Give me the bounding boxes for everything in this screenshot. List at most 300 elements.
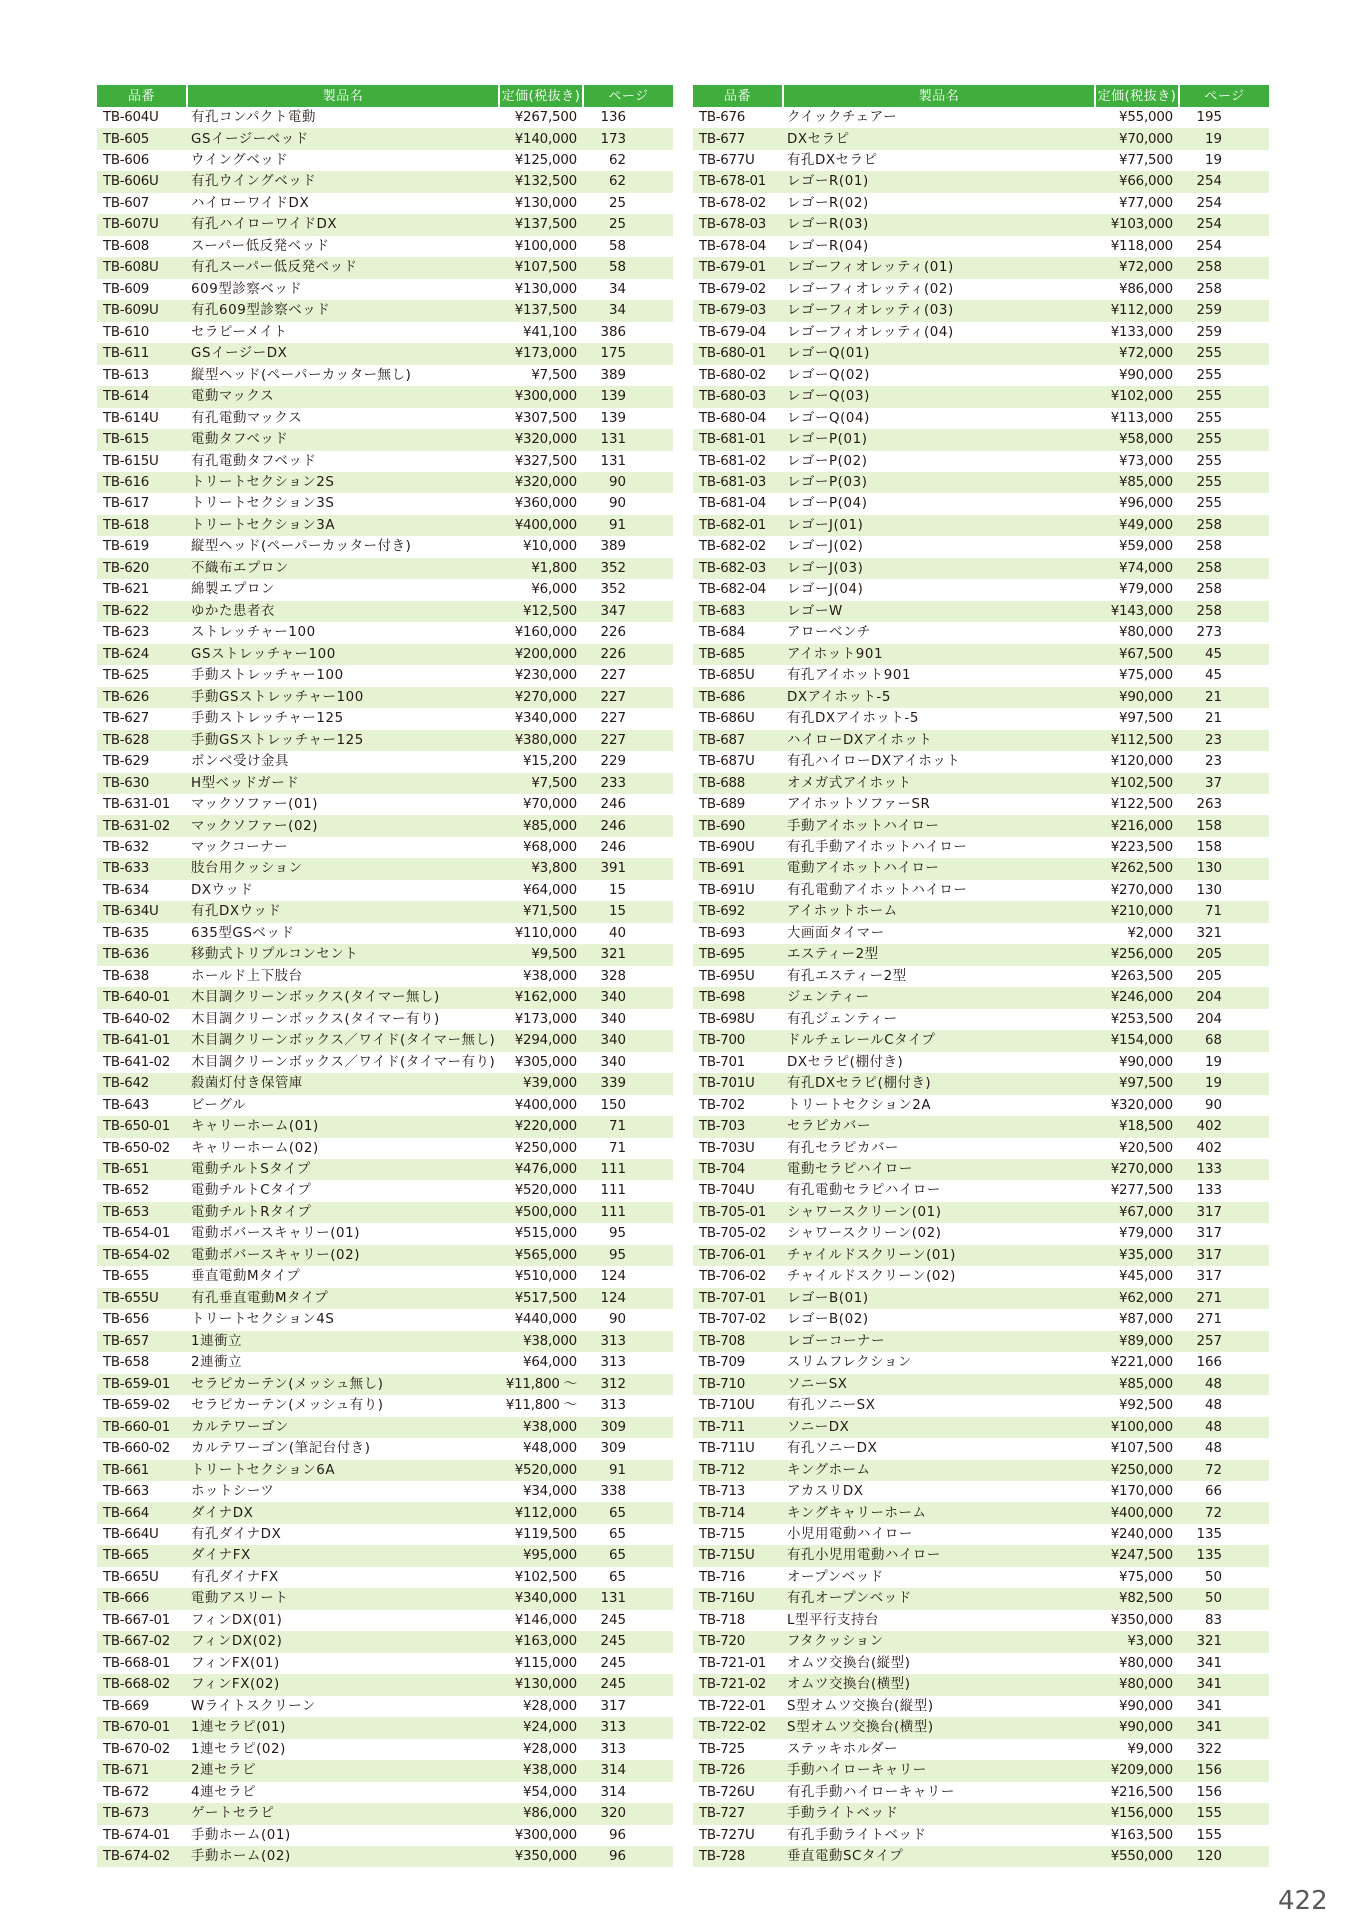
- page-ref: 255: [1196, 453, 1222, 469]
- product-name: 有孔電動マックス: [191, 410, 303, 426]
- page-ref: 62: [583, 171, 673, 192]
- price: ¥82,500: [1095, 1588, 1179, 1609]
- product-name: シャワースクリーン(01): [783, 1202, 1095, 1223]
- price: ¥90,000: [1119, 1054, 1173, 1070]
- product-name: 有孔ソニーSX: [787, 1398, 876, 1414]
- page-ref: 91: [583, 1460, 673, 1481]
- product-name: 大画面タイマー: [787, 925, 885, 941]
- page-ref: 314: [583, 1760, 673, 1781]
- price: ¥67,500: [1095, 644, 1179, 665]
- table-row: [693, 1760, 1269, 1781]
- page-ref: 139: [583, 386, 673, 407]
- price: ¥137,500: [499, 300, 583, 321]
- table-row: [97, 107, 673, 128]
- page-ref: 71: [583, 1116, 673, 1137]
- product-code: TB-683: [693, 601, 783, 622]
- product-name: 有孔609型診察ベッド: [187, 300, 499, 321]
- price: ¥12,500: [499, 601, 583, 622]
- product-name: 有孔ハイローワイドDX: [187, 214, 499, 235]
- page-ref: 204: [1196, 1011, 1222, 1027]
- table-row: [97, 708, 673, 729]
- product-code: TB-695U: [699, 968, 755, 984]
- product-name: 縦型ヘッド(ペーパーカッター付き): [191, 539, 412, 555]
- product-name: カルテワーゴン(筆記台付き): [191, 1441, 371, 1457]
- table-row: [693, 1309, 1269, 1330]
- product-code: TB-654-02: [97, 1245, 187, 1266]
- price: ¥216,000: [1095, 815, 1179, 836]
- product-name: 電動アイホットハイロー: [783, 858, 1095, 879]
- price: ¥515,000: [514, 1226, 577, 1242]
- product-name: レゴーB(01): [783, 1288, 1095, 1309]
- page-ref: 19: [1204, 152, 1222, 168]
- product-name: スリムフレクション: [787, 1355, 912, 1371]
- price: ¥115,000: [514, 1655, 577, 1671]
- product-name: ソニーDX: [783, 1417, 1095, 1438]
- price: ¥15,200: [523, 754, 577, 770]
- page-ref: 227: [583, 687, 673, 708]
- product-name: レゴーフィオレッティ(04): [787, 324, 954, 340]
- price: ¥350,000: [1110, 1612, 1173, 1628]
- product-code: TB-700: [693, 1030, 783, 1051]
- page-ref: 131: [600, 453, 626, 469]
- page-ref: 341: [1179, 1674, 1269, 1695]
- page-ref: 245: [583, 1631, 673, 1652]
- product-code: TB-615: [97, 429, 187, 450]
- product-name: ストレッチャー100: [191, 625, 316, 641]
- product-price-table-left: [97, 85, 673, 1867]
- table-row: [97, 815, 673, 836]
- product-code: TB-641-02: [103, 1054, 170, 1070]
- product-name: 手動ホーム(01): [191, 1827, 291, 1843]
- product-name: 有孔手動アイホットハイロー: [787, 839, 968, 855]
- header-product-code: 品番: [97, 85, 187, 107]
- product-code: TB-665: [97, 1545, 187, 1566]
- table-row: [693, 1073, 1269, 1094]
- page-ref: 155: [1179, 1803, 1269, 1824]
- product-name: ドルチェレールCタイプ: [783, 1030, 1095, 1051]
- product-code: TB-703: [693, 1116, 783, 1137]
- table-row: [97, 730, 673, 751]
- product-name: 垂直電動Mタイプ: [191, 1269, 301, 1285]
- price: ¥173,000: [514, 1011, 577, 1027]
- price: ¥154,000: [1095, 1030, 1179, 1051]
- table-row: [693, 1395, 1269, 1416]
- table-row: [693, 1545, 1269, 1566]
- price: ¥300,000: [514, 1827, 577, 1843]
- product-name: 有孔ダイナFX: [191, 1569, 279, 1585]
- price: ¥10,000: [523, 539, 577, 555]
- product-name: フタクッション: [783, 1631, 1095, 1652]
- page-ref: 245: [583, 1674, 673, 1695]
- table-row: [693, 1030, 1269, 1051]
- product-name: レゴーR(04): [787, 238, 869, 254]
- page-ref: 96: [608, 1827, 626, 1843]
- page-ref: 25: [583, 214, 673, 235]
- product-code: TB-704U: [699, 1183, 755, 1199]
- product-code: TB-611: [97, 343, 187, 364]
- product-name: カルテワーゴン: [187, 1417, 499, 1438]
- table-row: [97, 343, 673, 364]
- product-name: 有孔アイホット901: [787, 668, 912, 684]
- price: ¥97,500: [1095, 1073, 1179, 1094]
- price: ¥253,500: [1110, 1011, 1173, 1027]
- table-row: [693, 901, 1269, 922]
- price: ¥140,000: [499, 128, 583, 149]
- product-price-table-right: [693, 85, 1269, 1867]
- table-row: [693, 1460, 1269, 1481]
- price: ¥400,000: [514, 1097, 577, 1113]
- product-name: 移動式トリプルコンセント: [187, 944, 499, 965]
- table-row: [97, 944, 673, 965]
- price: ¥70,000: [1095, 128, 1179, 149]
- product-code: TB-677U: [699, 152, 755, 168]
- product-name: 電動ボバースキャリー(02): [187, 1245, 499, 1266]
- table-row: [693, 1696, 1269, 1717]
- product-name: チャイルドスクリーン(02): [787, 1269, 956, 1285]
- page-ref: 226: [600, 625, 626, 641]
- table-row: [97, 472, 673, 493]
- table-row: [97, 128, 673, 149]
- table-row: [693, 300, 1269, 321]
- product-name: ホットシーツ: [191, 1484, 275, 1500]
- product-name: レゴーW: [783, 601, 1095, 622]
- table-row: [693, 472, 1269, 493]
- price: ¥62,000: [1095, 1288, 1179, 1309]
- price: ¥307,500: [514, 410, 577, 426]
- product-name: 電動タフベッド: [187, 429, 499, 450]
- page-ref: 254: [1179, 214, 1269, 235]
- product-code: TB-613: [103, 367, 149, 383]
- price: ¥102,500: [1095, 773, 1179, 794]
- product-code: TB-681-03: [693, 472, 783, 493]
- product-code: TB-631-01: [103, 797, 170, 813]
- page-ref: 258: [1179, 515, 1269, 536]
- page-ref: 340: [600, 1011, 626, 1027]
- table-row: [693, 579, 1269, 600]
- price: ¥340,000: [499, 1588, 583, 1609]
- price: ¥262,500: [1095, 858, 1179, 879]
- product-name: H型ベッドガード: [187, 773, 499, 794]
- table-row: [693, 923, 1269, 944]
- table-row: [97, 1202, 673, 1223]
- page-ref: 313: [600, 1741, 626, 1757]
- page-ref: 130: [1179, 858, 1269, 879]
- page-ref: 322: [1196, 1741, 1222, 1757]
- product-code: TB-651: [97, 1159, 187, 1180]
- price: ¥305,000: [514, 1054, 577, 1070]
- page-ref: 254: [1179, 171, 1269, 192]
- product-name: 有孔電動セラピハイロー: [787, 1183, 941, 1199]
- table-row: [693, 408, 1269, 429]
- product-name: キングキャリーホーム: [783, 1502, 1095, 1523]
- table-row: [97, 1116, 673, 1137]
- product-code: TB-684: [699, 625, 745, 641]
- price: ¥39,000: [499, 1073, 583, 1094]
- product-name: GSイージーベッド: [187, 128, 499, 149]
- product-code: TB-656: [103, 1312, 149, 1328]
- table-row: [97, 1825, 673, 1846]
- product-code: TB-653: [97, 1202, 187, 1223]
- product-code: TB-635: [103, 925, 149, 941]
- page-ref: 23: [1204, 754, 1222, 770]
- page-ref: 317: [600, 1698, 626, 1714]
- price: ¥107,500: [499, 257, 583, 278]
- price: ¥75,000: [1119, 668, 1173, 684]
- product-code: TB-655: [103, 1269, 149, 1285]
- product-code: TB-678-04: [699, 238, 766, 254]
- product-name: 電動チルトSタイプ: [187, 1159, 499, 1180]
- page-ref: 111: [583, 1202, 673, 1223]
- page-ref: 158: [1196, 839, 1222, 855]
- product-code: TB-682-03: [693, 558, 783, 579]
- header-product-code: 品番: [693, 85, 783, 107]
- product-code: TB-668-01: [103, 1655, 170, 1671]
- product-code: TB-687: [693, 730, 783, 751]
- product-code: TB-690: [693, 815, 783, 836]
- product-name: アイホットソファーSR: [787, 797, 931, 813]
- page-ref: 313: [600, 1355, 626, 1371]
- product-code: TB-707-02: [699, 1312, 766, 1328]
- page-ref: 341: [1179, 1717, 1269, 1738]
- product-code: TB-626: [97, 687, 187, 708]
- price: ¥112,000: [499, 1502, 583, 1523]
- price: ¥270,000: [1110, 882, 1173, 898]
- table-row: [97, 901, 673, 922]
- page-ref: 34: [583, 300, 673, 321]
- page-ref: 65: [583, 1502, 673, 1523]
- table-row: [693, 1524, 1269, 1545]
- price: ¥97,500: [1119, 711, 1173, 727]
- table-row: [693, 257, 1269, 278]
- table-row: [97, 687, 673, 708]
- table-row: [97, 1782, 673, 1803]
- product-name: レゴーフィオレッティ(02): [787, 281, 954, 297]
- product-name: 有孔ハイローDXアイホット: [787, 754, 961, 770]
- product-code: TB-634: [103, 882, 149, 898]
- price: ¥350,000: [499, 1846, 583, 1867]
- product-code: TB-690U: [699, 839, 755, 855]
- product-code: TB-726: [693, 1760, 783, 1781]
- product-name: オメガ式アイホット: [783, 773, 1095, 794]
- page-ref: 255: [1196, 496, 1222, 512]
- product-name: トリートセクション2A: [787, 1097, 932, 1113]
- page-ref: 317: [1179, 1202, 1269, 1223]
- page-ref: 83: [1204, 1612, 1222, 1628]
- table-row: [693, 279, 1269, 300]
- table-row: [97, 1309, 673, 1330]
- product-name: シャワースクリーン(02): [787, 1226, 942, 1242]
- price: ¥6,000: [531, 582, 577, 598]
- table-row: [97, 1245, 673, 1266]
- page-ref: 341: [1196, 1698, 1222, 1714]
- product-code: TB-705-01: [693, 1202, 783, 1223]
- table-row: [693, 1674, 1269, 1695]
- product-code: TB-691: [693, 858, 783, 879]
- table-row: [97, 1138, 673, 1159]
- product-code: TB-659-01: [97, 1374, 187, 1395]
- price: ¥38,000: [499, 1417, 583, 1438]
- product-code: TB-628: [97, 730, 187, 751]
- product-name: 有孔DXウッド: [187, 901, 499, 922]
- table-row: [97, 773, 673, 794]
- table-row: [97, 150, 673, 171]
- table-row: [693, 343, 1269, 364]
- table-row: [97, 1502, 673, 1523]
- product-code: TB-711: [693, 1417, 783, 1438]
- table-row: [97, 1696, 673, 1717]
- table-row: [693, 1846, 1269, 1867]
- table-row: [693, 236, 1269, 257]
- product-code: TB-614U: [103, 410, 159, 426]
- product-name: 殺菌灯付き保管庫: [187, 1073, 499, 1094]
- price: ¥48,000: [523, 1441, 577, 1457]
- product-name: レゴーJ(02): [787, 539, 864, 555]
- table-row: [97, 1331, 673, 1352]
- product-code: TB-715U: [693, 1545, 783, 1566]
- page-ref: 135: [1196, 1526, 1222, 1542]
- table-row: [97, 987, 673, 1008]
- product-name: フィンFX(02): [187, 1674, 499, 1695]
- product-code: TB-698U: [699, 1011, 755, 1027]
- price: ¥107,500: [1110, 1441, 1173, 1457]
- product-name: 電動チルトCタイプ: [191, 1183, 312, 1199]
- product-name: レゴーQ(03): [783, 386, 1095, 407]
- product-code: TB-701U: [693, 1073, 783, 1094]
- page-ref: 90: [608, 496, 626, 512]
- price: ¥146,000: [514, 1612, 577, 1628]
- price: ¥565,000: [499, 1245, 583, 1266]
- table-row: [693, 214, 1269, 235]
- price: ¥20,500: [1119, 1140, 1173, 1156]
- page-ref: 227: [583, 730, 673, 751]
- table-row: [97, 644, 673, 665]
- table-row: [693, 1588, 1269, 1609]
- price: ¥90,000: [1095, 1717, 1179, 1738]
- table-row: [693, 386, 1269, 407]
- page-ref: 40: [608, 925, 626, 941]
- price: ¥9,500: [499, 944, 583, 965]
- product-code: TB-678-03: [693, 214, 783, 235]
- price: ¥7,500: [531, 367, 577, 383]
- page-ref: 68: [1179, 1030, 1269, 1051]
- table-row: [97, 1052, 673, 1073]
- page-ref: 133: [1196, 1183, 1222, 1199]
- product-code: TB-679-02: [699, 281, 766, 297]
- product-name: 手動ストレッチャー100: [191, 668, 344, 684]
- price: ¥440,000: [514, 1312, 577, 1328]
- product-name: 木目調クリーンボックス(タイマー無し): [187, 987, 499, 1008]
- table-row: [693, 601, 1269, 622]
- table-row: [97, 1481, 673, 1502]
- product-name: ホールド上下肢台: [191, 968, 303, 984]
- product-code: TB-707-01: [693, 1288, 783, 1309]
- product-name: アイホット901: [783, 644, 1095, 665]
- product-name: レゴーR(01): [783, 171, 1095, 192]
- page-ref: 136: [600, 110, 626, 126]
- page-ref: 352: [583, 558, 673, 579]
- product-code: TB-720: [693, 1631, 783, 1652]
- table-row: [97, 558, 673, 579]
- product-name: アローベンチ: [787, 625, 871, 641]
- price: ¥45,000: [1119, 1269, 1173, 1285]
- product-code: TB-667-02: [97, 1631, 187, 1652]
- page-ref: 48: [1204, 1398, 1222, 1414]
- page-ref: 15: [583, 901, 673, 922]
- price: ¥90,000: [1119, 1698, 1173, 1714]
- product-code: TB-632: [103, 839, 149, 855]
- page-ref: 72: [1179, 1502, 1269, 1523]
- page-ref: 72: [1179, 1460, 1269, 1481]
- product-name: 有孔DXセラピ(棚付き): [783, 1073, 1095, 1094]
- product-name: 木目調クリーンボックス(タイマー有り): [191, 1011, 440, 1027]
- product-name: GSストレッチャー100: [187, 644, 499, 665]
- product-name: 電動セラピハイロー: [783, 1159, 1095, 1180]
- product-name: 1連セラピ(02): [191, 1741, 286, 1757]
- product-name: 609型診察ベッド: [191, 281, 303, 297]
- page-ref: 258: [1179, 558, 1269, 579]
- page-ref: 156: [1179, 1760, 1269, 1781]
- page-ref: 173: [583, 128, 673, 149]
- page-ref: 338: [600, 1484, 626, 1500]
- product-name: S型オムツ交換台(縦型): [787, 1698, 934, 1714]
- product-code: TB-680-04: [699, 410, 766, 426]
- product-code: TB-710: [693, 1374, 783, 1395]
- table-row: [693, 837, 1269, 858]
- product-code: TB-638: [103, 968, 149, 984]
- product-name: セラピカーテン(メッシュ有り): [191, 1398, 384, 1414]
- product-code: TB-712: [693, 1460, 783, 1481]
- price: ¥250,000: [1095, 1460, 1179, 1481]
- product-name: 木目調クリーンボックス／ワイド(タイマー無し): [187, 1030, 499, 1051]
- table-row: [693, 966, 1269, 987]
- price: ¥380,000: [499, 730, 583, 751]
- product-code: TB-706-01: [693, 1245, 783, 1266]
- product-name: トリートセクション2S: [187, 472, 499, 493]
- price: ¥210,000: [1095, 901, 1179, 922]
- price: ¥270,000: [499, 687, 583, 708]
- table-row: [97, 1631, 673, 1652]
- product-name: 有孔セラピカバー: [787, 1140, 899, 1156]
- table-row: [97, 408, 673, 429]
- table-row: [693, 451, 1269, 472]
- product-name: 手動ホーム(02): [187, 1846, 499, 1867]
- table-row: [97, 1717, 673, 1738]
- product-code: TB-695: [693, 944, 783, 965]
- price: ¥200,000: [499, 644, 583, 665]
- price: ¥209,000: [1095, 1760, 1179, 1781]
- page-ref: 317: [1179, 1245, 1269, 1266]
- price: ¥320,000: [1110, 1097, 1173, 1113]
- product-code: TB-681-02: [699, 453, 766, 469]
- table-row: [693, 1374, 1269, 1395]
- table-row: [97, 1460, 673, 1481]
- product-name: GSイージーDX: [187, 343, 499, 364]
- table-row: [693, 365, 1269, 386]
- product-name: オムツ交換台(横型): [783, 1674, 1095, 1695]
- page-ref: 389: [600, 539, 626, 555]
- page-ref: 15: [608, 882, 626, 898]
- page-ref: 328: [600, 968, 626, 984]
- table-row: [97, 1674, 673, 1695]
- price: ¥64,000: [523, 882, 577, 898]
- product-code: TB-681-01: [693, 429, 783, 450]
- product-name: ウイングベッド: [191, 152, 289, 168]
- table-row: [693, 515, 1269, 536]
- table-row: [693, 1631, 1269, 1652]
- price: ¥34,000: [523, 1484, 577, 1500]
- product-name: レゴーP(03): [783, 472, 1095, 493]
- table-row: [97, 1266, 673, 1287]
